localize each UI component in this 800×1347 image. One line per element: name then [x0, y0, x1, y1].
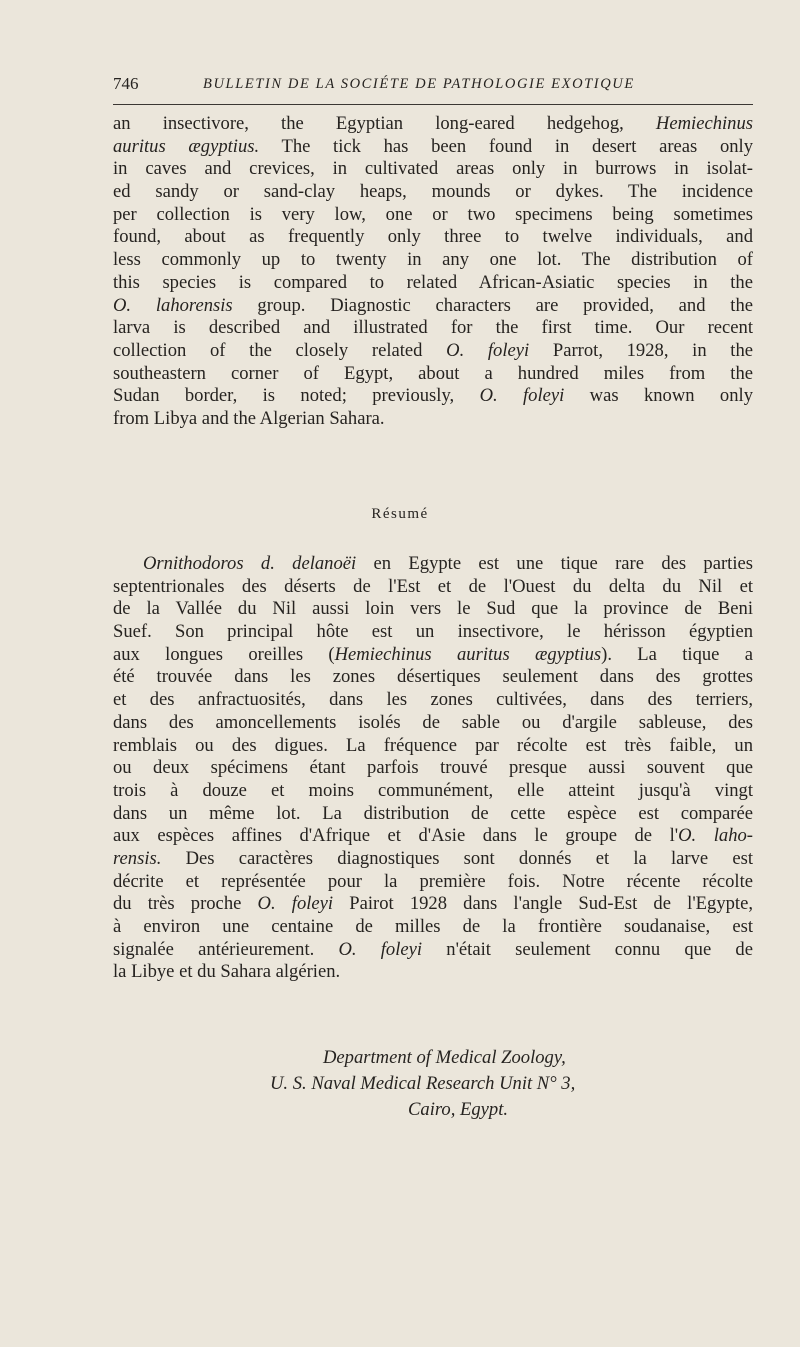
text-line: Ornithodoros d. delanoëi en Egypte est une tique rare des parties [143, 553, 753, 574]
running-head [113, 72, 753, 100]
text-line: et des anfractuosités, dans les zones cultivées, dans des terriers, [113, 689, 753, 711]
text-line: la Libye et du Sahara algérien. [113, 961, 341, 983]
text-line: du très proche O. foleyi Pairot 1928 dans l'angle Sud-Est de l'Egypte, [113, 893, 753, 915]
text-line: aux espèces affines d'Afrique et d'Asie dans le groupe de l'O. laho- [113, 825, 753, 847]
location-line: Cairo, Egypt. [408, 1099, 509, 1120]
text-line: de la Vallée du Nil aussi loin vers le Sud que la province de Beni [113, 598, 753, 620]
text-line: less commonly up to twenty in any one lot. The distribution of [113, 249, 753, 271]
text-line: larva is described and illustrated for the first time. Our recent [113, 317, 753, 339]
text-line: Suef. Son principal hôte est un insectivore, le hérisson égyptien [113, 621, 753, 643]
journal-title: BULLETIN DE LA SOCIÉTE DE PATHOLOGIE EXOTIQUE [203, 76, 635, 92]
text-line: collection of the closely related O. foleyi Parrot, 1928, in the [113, 339, 753, 361]
text-line: Sudan border, is noted; previously, O. foleyi was known only [113, 385, 753, 407]
text-line: aux longues oreilles (Hemiechinus auritus ægyptius). La tique a [113, 643, 754, 665]
page-number: 746 [113, 74, 139, 93]
text-line: an insectivore, the Egyptian long-eared hedgehog, Hemiechinus [113, 113, 753, 134]
text-line: O. lahorensis group. Diagnostic characters are provided, and the [113, 294, 753, 316]
resume-heading: Résumé [371, 506, 429, 522]
text-line: ou deux spécimens étant parfois trouvé presque aussi souvent que [113, 757, 753, 779]
author-affiliation [230, 1045, 750, 1123]
department-line: Department of Medical Zoology, [323, 1047, 566, 1068]
text-line: in caves and crevices, in cultivated areas only in burrows in isolat- [113, 158, 753, 180]
text-line: trois à douze et moins communément, elle atteint jusqu'à vingt [113, 779, 753, 801]
text-line: dans un même lot. La distribution de cette espèce est comparée [113, 802, 753, 824]
resume-text [113, 553, 753, 984]
text-line: été trouvée dans les zones désertiques seulement dans des grottes [113, 666, 753, 688]
text-line: rensis. Des caractères diagnostiques sont donnés et la larve est [113, 847, 753, 869]
header-rule [113, 104, 753, 105]
text-line: signalée antérieurement. O. foleyi n'était seulement connu que de [113, 938, 753, 960]
text-line: southeastern corner of Egypt, about a hundred miles from the [113, 362, 753, 384]
unit-line: U. S. Naval Medical Research Unit N° 3, [270, 1073, 576, 1094]
text-line: septentrionales des déserts de l'Est et de l'Ouest du delta du Nil et [113, 575, 753, 597]
text-line: this species is compared to related African-Asiatic species in the [113, 271, 753, 293]
text-line: à environ une centaine de milles de la frontière soudanaise, est [113, 916, 753, 937]
text-line: per collection is very low, one or two specimens being sometimes [113, 203, 753, 225]
text-line: ed sandy or sand-clay heaps, mounds or dykes. The incidence [113, 181, 753, 203]
text-line: remblais ou des digues. La fréquence par récolte est très faible, un [113, 734, 753, 756]
text-line: dans des amoncellements isolés de sable ou d'argile sableuse, des [113, 711, 753, 733]
english-summary [113, 113, 753, 431]
text-line: décrite et représentée pour la première fois. Notre récente récolte [113, 870, 753, 892]
text-line: from Libya and the Algerian Sahara. [113, 407, 385, 429]
text-line: auritus ægyptius. The tick has been found in desert areas only [113, 135, 754, 157]
text-line: found, about as frequently only three to twelve individuals, and [113, 226, 753, 248]
